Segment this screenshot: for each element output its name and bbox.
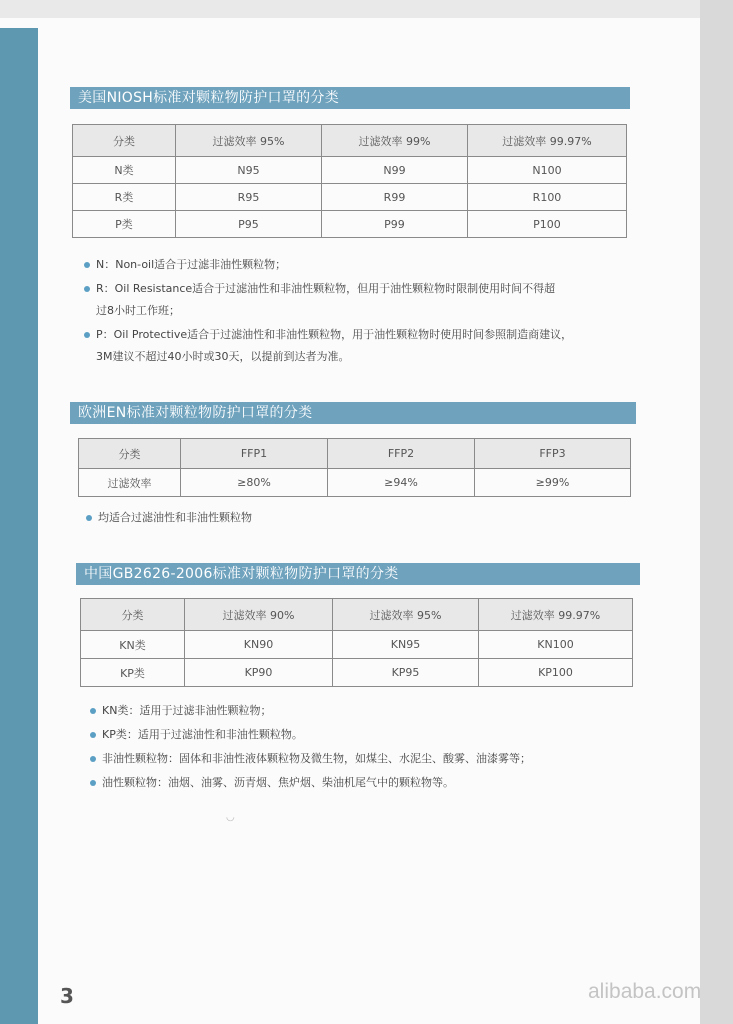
note-text: N：Non-oil适合于过滤非油性颗粒物； [96, 258, 287, 271]
table-header-row [79, 439, 631, 469]
list-item [90, 772, 531, 794]
en-notes [86, 507, 252, 529]
watermark: alibaba.com [588, 980, 702, 1003]
scan-mark: ◡ [226, 812, 235, 823]
niosh-classification-table [72, 124, 627, 238]
table-cell: N100 [468, 157, 627, 184]
bullet-icon [90, 708, 96, 714]
header-cell: 过滤效率 99.97% [479, 599, 633, 631]
table-row [73, 211, 627, 238]
header-cell: FFP2 [328, 439, 475, 469]
table-cell: KP90 [185, 659, 333, 687]
left-color-band [0, 28, 38, 1024]
table-cell: KN95 [333, 631, 479, 659]
note-text: 均适合过滤油性和非油性颗粒物 [98, 511, 252, 524]
bullet-icon [84, 262, 90, 268]
table-row [73, 184, 627, 211]
table-row [73, 157, 627, 184]
table-header-row [73, 125, 627, 157]
table-cell: KN类 [81, 631, 185, 659]
list-item [86, 507, 252, 529]
list-item [84, 278, 572, 300]
table-cell: KP100 [479, 659, 633, 687]
gb-notes [90, 700, 531, 794]
bullet-icon [90, 732, 96, 738]
header-cell: 过滤效率 95% [176, 125, 322, 157]
table-cell: 过滤效率 [79, 469, 181, 497]
en-classification-table [78, 438, 631, 497]
list-item [90, 700, 531, 722]
table-row [81, 631, 633, 659]
page-number: 3 [60, 984, 74, 1008]
note-continuation: 3M建议不超过40小时或30天，以提前到达者为准。 [96, 350, 350, 363]
list-item [84, 324, 572, 346]
table-cell: R95 [176, 184, 322, 211]
note-text: 非油性颗粒物：固体和非油性液体颗粒物及微生物，如煤尘、水泥尘、酸雾、油漆雾等； [102, 752, 531, 765]
bullet-icon [90, 780, 96, 786]
table-cell: KP类 [81, 659, 185, 687]
table-cell: ≥94% [328, 469, 475, 497]
header-cell: FFP1 [181, 439, 328, 469]
en-section-title: 欧洲EN标准对颗粒物防护口罩的分类 [70, 402, 636, 424]
note-text: KN类：适用于过滤非油性颗粒物； [102, 704, 272, 717]
table-header-row [81, 599, 633, 631]
gb-classification-table [80, 598, 633, 687]
header-cell: 过滤效率 99.97% [468, 125, 627, 157]
table-cell: R类 [73, 184, 176, 211]
table-cell: P100 [468, 211, 627, 238]
note-continuation: 过8小时工作班； [96, 304, 180, 317]
header-cell: FFP3 [475, 439, 631, 469]
table-cell: R100 [468, 184, 627, 211]
table-cell: KN100 [479, 631, 633, 659]
header-cell: 分类 [81, 599, 185, 631]
page-edge [700, 0, 733, 1024]
table-cell: KN90 [185, 631, 333, 659]
table-cell: ≥80% [181, 469, 328, 497]
list-item [90, 724, 531, 746]
table-cell: P类 [73, 211, 176, 238]
niosh-section-title: 美国NIOSH标准对颗粒物防护口罩的分类 [70, 87, 630, 109]
header-cell: 分类 [73, 125, 176, 157]
note-text: KP类：适用于过滤油性和非油性颗粒物。 [102, 728, 303, 741]
note-text: 油性颗粒物：油烟、油雾、沥青烟、焦炉烟、柴油机尾气中的颗粒物等。 [102, 776, 454, 789]
table-cell: ≥99% [475, 469, 631, 497]
bullet-icon [84, 332, 90, 338]
bullet-icon [90, 756, 96, 762]
table-cell: KP95 [333, 659, 479, 687]
table-cell: R99 [322, 184, 468, 211]
header-cell: 过滤效率 99% [322, 125, 468, 157]
table-row [81, 659, 633, 687]
list-item [84, 254, 572, 276]
table-cell: P95 [176, 211, 322, 238]
table-row [79, 469, 631, 497]
table-cell: N99 [322, 157, 468, 184]
header-cell: 分类 [79, 439, 181, 469]
gb-section-title: 中国GB2626-2006标准对颗粒物防护口罩的分类 [76, 563, 640, 585]
bullet-icon [84, 286, 90, 292]
list-item [90, 748, 531, 770]
note-text: R：Oil Resistance适合于过滤油性和非油性颗粒物，但用于油性颗粒物时限制使用时间不得超 [96, 282, 556, 295]
note-text: P：Oil Protective适合于过滤油性和非油性颗粒物，用于油性颗粒物时使用时间参照制造商建议， [96, 328, 573, 341]
table-cell: N95 [176, 157, 322, 184]
bullet-icon [86, 515, 92, 521]
niosh-notes [84, 254, 572, 368]
table-cell: N类 [73, 157, 176, 184]
header-cell: 过滤效率 95% [333, 599, 479, 631]
header-cell: 过滤效率 90% [185, 599, 333, 631]
table-cell: P99 [322, 211, 468, 238]
